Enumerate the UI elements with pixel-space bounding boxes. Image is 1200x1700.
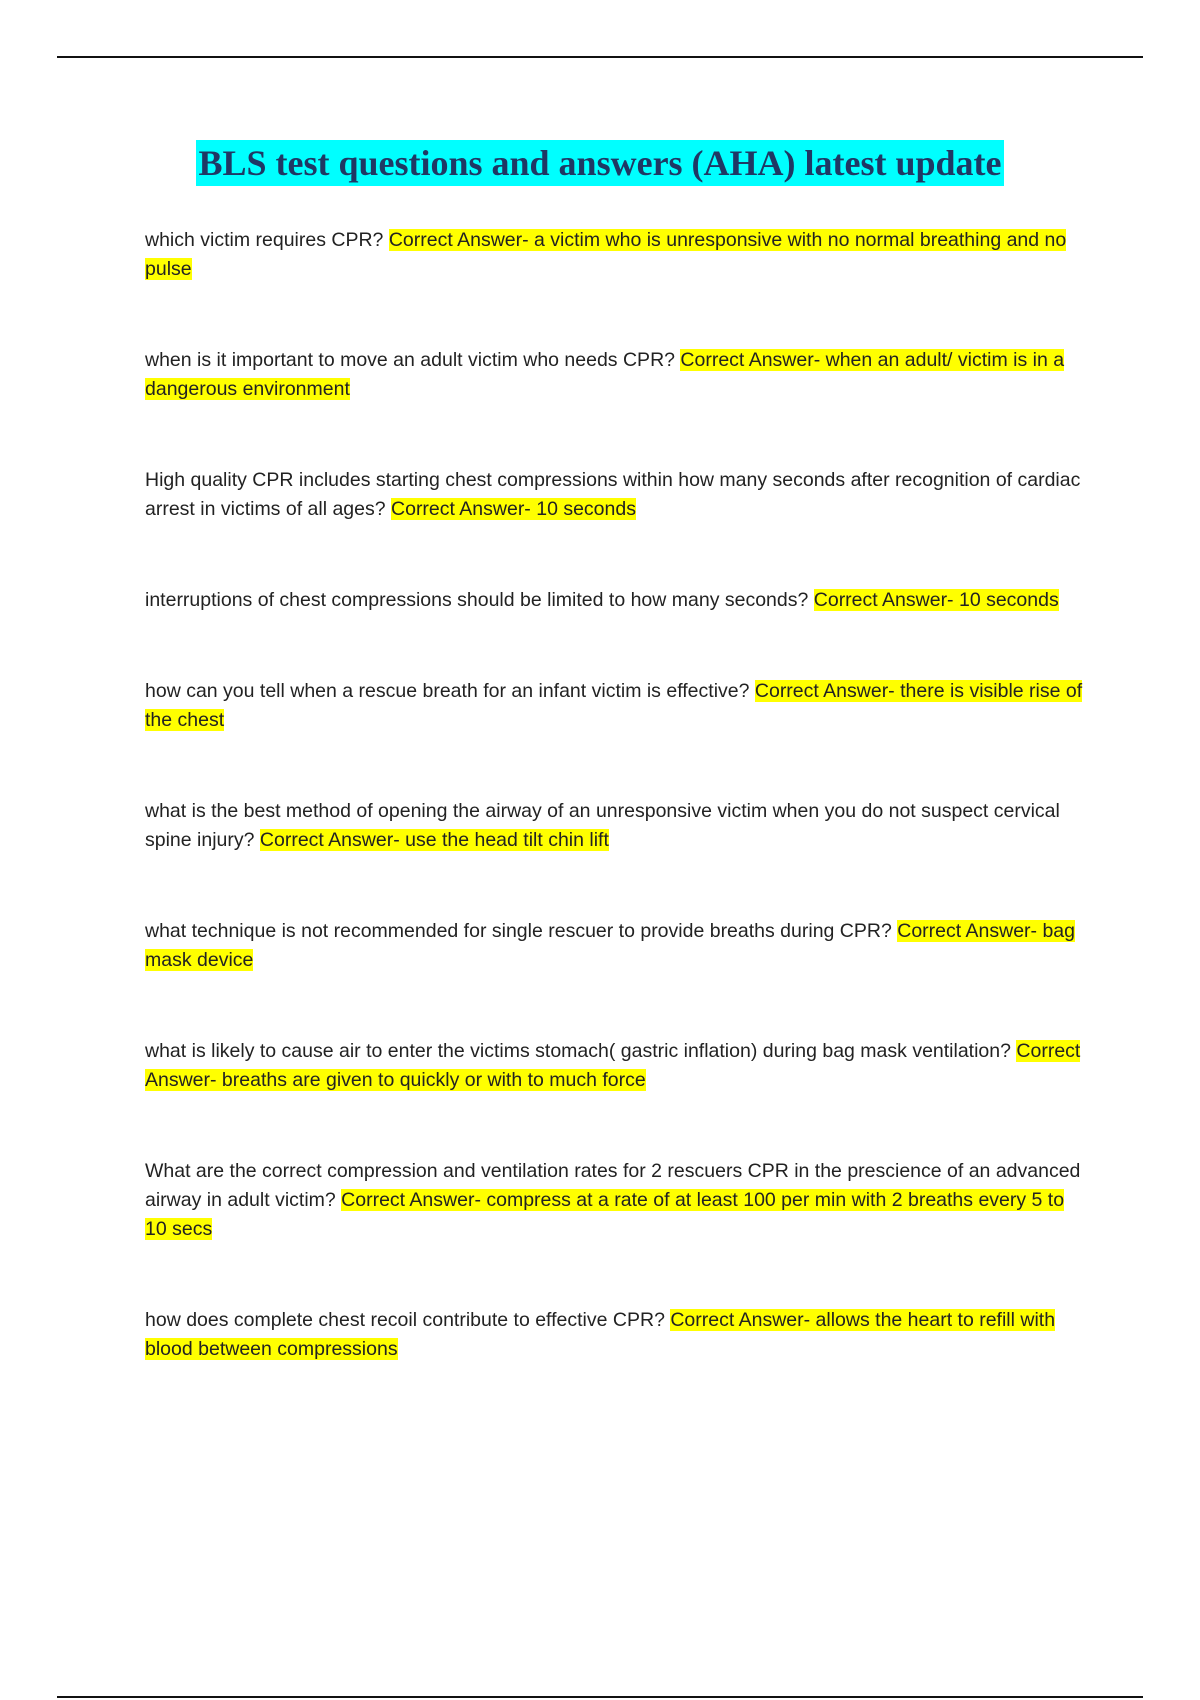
- qa-item: [145, 677, 1085, 735]
- answer-text: Correct Answer- allows the heart to refill with blood between compressions: [145, 1309, 1056, 1360]
- top-rule: [57, 56, 1143, 58]
- answer-text: Correct Answer- when an adult/ victim is in a dangerous environment: [145, 349, 1065, 400]
- qa-item: [145, 917, 1085, 975]
- qa-item: [145, 226, 1085, 284]
- question-text: when is it important to move an adult victim who needs CPR?: [145, 349, 675, 371]
- question-text: interruptions of chest compressions should be limited to how many seconds?: [145, 589, 809, 611]
- answer-text: Correct Answer- a victim who is unresponsive with no normal breathing and no pulse: [145, 229, 1067, 280]
- page-title: BLS test questions and answers (AHA) latest update: [196, 140, 1003, 186]
- answer-text: Correct Answer- bag mask device: [145, 920, 1075, 971]
- qa-item: [145, 1306, 1085, 1364]
- question-text: which victim requires CPR?: [145, 229, 384, 251]
- qa-item: [145, 346, 1085, 404]
- question-text: what is likely to cause air to enter the victims stomach( gastric inflation) during bag mask ventilation?: [145, 1040, 1011, 1062]
- answer-text: Correct Answer- use the head tilt chin lift: [259, 829, 609, 851]
- answer-text: Correct Answer- there is visible rise of the chest: [145, 680, 1083, 731]
- qa-item: [145, 1037, 1085, 1095]
- question-text: what is the best method of opening the airway of an unresponsive victim when you do not suspect cervical spine injury?: [145, 800, 1060, 851]
- question-text: High quality CPR includes starting chest compressions within how many seconds after recognition of cardiac arrest in victims of all ages?: [145, 469, 1081, 520]
- answer-text: Correct Answer- 10 seconds: [813, 589, 1059, 611]
- question-text: What are the correct compression and ventilation rates for 2 rescuers CPR in the prescience of an advanced airway in adult victim?: [145, 1160, 1081, 1211]
- bottom-rule: [57, 1696, 1143, 1698]
- question-text: how does complete chest recoil contribute to effective CPR?: [145, 1309, 665, 1331]
- qa-item: [145, 466, 1085, 524]
- title-container: [0, 140, 1200, 186]
- answer-text: Correct Answer- compress at a rate of at least 100 per min with 2 breaths every 5 to 10 secs: [145, 1189, 1065, 1240]
- answer-text: Correct Answer- breaths are given to quickly or with to much force: [145, 1040, 1081, 1091]
- qa-item: [145, 797, 1085, 855]
- qa-list: [145, 226, 1085, 1426]
- answer-text: Correct Answer- 10 seconds: [391, 498, 636, 520]
- question-text: how can you tell when a rescue breath for an infant victim is effective?: [145, 680, 750, 702]
- qa-item: [145, 1157, 1085, 1244]
- question-text: what technique is not recommended for single rescuer to provide breaths during CPR?: [145, 920, 892, 942]
- qa-item: [145, 586, 1085, 615]
